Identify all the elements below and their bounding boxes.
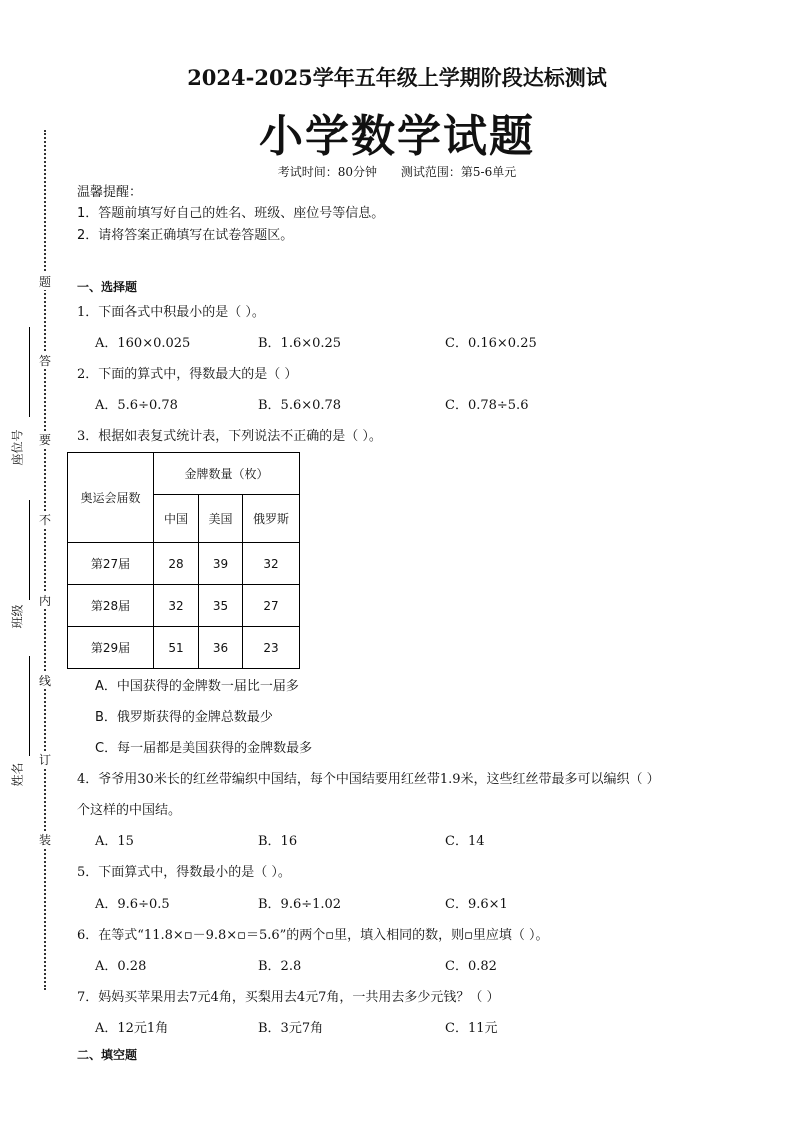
column-header-cell: 美国 bbox=[199, 495, 243, 543]
option-c[interactable]: C．11元 bbox=[445, 1021, 498, 1036]
binding-dotted-line bbox=[44, 130, 46, 990]
option-a[interactable]: A．中国获得的金牌数一届比一届多 bbox=[95, 679, 299, 694]
question-stem: 5．下面算式中，得数最小的是（ ）。 bbox=[77, 865, 291, 880]
question-stem: 7．妈妈买苹果用去7元4角，买梨用去4元7角，一共用去多少元钱？（ ） bbox=[77, 990, 500, 1005]
binding-char: 题 bbox=[38, 275, 51, 289]
class-underline bbox=[29, 500, 30, 600]
column-header-cell: 俄罗斯 bbox=[243, 495, 300, 543]
value-cell: 36 bbox=[199, 627, 243, 669]
option-c[interactable]: C．0.16×0.25 bbox=[445, 336, 537, 351]
value-cell: 27 bbox=[243, 585, 300, 627]
row-label-cell: 第27届 bbox=[68, 543, 154, 585]
value-cell: 35 bbox=[199, 585, 243, 627]
option-b[interactable]: B．2.8 bbox=[258, 959, 302, 974]
seat-number-field[interactable] bbox=[5, 429, 29, 466]
option-c[interactable]: C．0.82 bbox=[445, 959, 497, 974]
option-b[interactable]: B．16 bbox=[258, 834, 298, 849]
question-stem: 2．下面的算式中，得数最大的是（ ） bbox=[77, 367, 298, 382]
row-label-cell: 第29届 bbox=[68, 627, 154, 669]
value-cell: 39 bbox=[199, 543, 243, 585]
value-cell: 51 bbox=[154, 627, 199, 669]
row-label-cell: 第28届 bbox=[68, 585, 154, 627]
option-b[interactable]: B．3元7角 bbox=[258, 1021, 324, 1036]
binding-char: 内 bbox=[38, 594, 51, 608]
option-c[interactable]: C．每一届都是美国获得的金牌数最多 bbox=[95, 741, 313, 756]
binding-char: 不 bbox=[38, 513, 51, 527]
class-field[interactable] bbox=[5, 604, 29, 629]
table-row bbox=[68, 543, 300, 585]
question-stem: 3．根据如表复式统计表，下列说法不正确的是（ ）。 bbox=[77, 429, 382, 444]
exam-time: 考试时间：80分钟 bbox=[277, 165, 378, 179]
binding-char: 装 bbox=[38, 833, 51, 847]
question-stem: 1．下面各式中积最小的是（ ）。 bbox=[77, 305, 265, 320]
option-a[interactable]: A．15 bbox=[95, 834, 134, 849]
exam-info bbox=[0, 163, 794, 180]
seat-number-underline bbox=[29, 327, 30, 417]
value-cell: 28 bbox=[154, 543, 199, 585]
option-b[interactable]: B．5.6×0.78 bbox=[258, 398, 342, 413]
option-b[interactable]: B．9.6÷1.02 bbox=[258, 897, 342, 912]
notice-title: 温馨提醒： bbox=[77, 185, 143, 200]
question-stem: 6．在等式“11.8×▫－9.8×▫＝5.6”的两个▫里，填入相同的数，则▫里应填（ ）。 bbox=[77, 928, 549, 943]
subject-title: 小学数学试题 bbox=[259, 111, 535, 162]
option-b[interactable]: B．俄罗斯获得的金牌总数最少 bbox=[95, 710, 273, 725]
binding-char: 线 bbox=[38, 674, 51, 688]
option-a[interactable]: A．9.6÷0.5 bbox=[95, 897, 170, 912]
table-row bbox=[68, 585, 300, 627]
exam-scope: 测试范围：第5-6单元 bbox=[400, 165, 517, 179]
option-a[interactable]: A．160×0.025 bbox=[95, 336, 191, 351]
question-stem: 4．爷爷用30米长的红丝带编织中国结，每个中国结要用红丝带1.9米，这些红丝带最多可以编织（ ） bbox=[77, 772, 660, 787]
option-a[interactable]: A．12元1角 bbox=[95, 1021, 169, 1036]
seat-number-label: 座位号 bbox=[10, 429, 25, 466]
group-header-cell: 金牌数量（枚） bbox=[154, 453, 300, 495]
class-label: 班级 bbox=[10, 604, 25, 629]
table-row bbox=[68, 627, 300, 669]
option-a[interactable]: A．0.28 bbox=[95, 959, 147, 974]
notice-item: 2．请将答案正确填写在试卷答题区。 bbox=[77, 228, 294, 243]
name-underline bbox=[29, 656, 30, 756]
section-title: 二、填空题 bbox=[77, 1048, 138, 1062]
column-header-cell: 中国 bbox=[154, 495, 199, 543]
value-cell: 32 bbox=[154, 585, 199, 627]
notice-item: 1．答题前填写好自己的姓名、班级、座位号等信息。 bbox=[77, 206, 385, 221]
option-c[interactable]: C．14 bbox=[445, 834, 485, 849]
section-title: 一、选择题 bbox=[77, 280, 138, 294]
medal-table bbox=[67, 452, 300, 669]
option-b[interactable]: B．1.6×0.25 bbox=[258, 336, 342, 351]
binding-char: 答 bbox=[38, 354, 51, 368]
name-label: 姓名 bbox=[10, 762, 25, 787]
binding-char: 要 bbox=[38, 433, 51, 447]
name-field[interactable] bbox=[5, 762, 29, 787]
value-cell: 32 bbox=[243, 543, 300, 585]
option-c[interactable]: C．9.6×1 bbox=[445, 897, 508, 912]
row-header-cell: 奥运会届数 bbox=[68, 453, 154, 543]
value-cell: 23 bbox=[243, 627, 300, 669]
option-a[interactable]: A．5.6÷0.78 bbox=[95, 398, 178, 413]
option-c[interactable]: C．0.78÷5.6 bbox=[445, 398, 529, 413]
question-stem-continued: 个这样的中国结。 bbox=[77, 803, 182, 818]
exam-title: 2024-2025学年五年级上学期阶段达标测试 bbox=[187, 65, 607, 90]
binding-char: 订 bbox=[38, 753, 51, 767]
